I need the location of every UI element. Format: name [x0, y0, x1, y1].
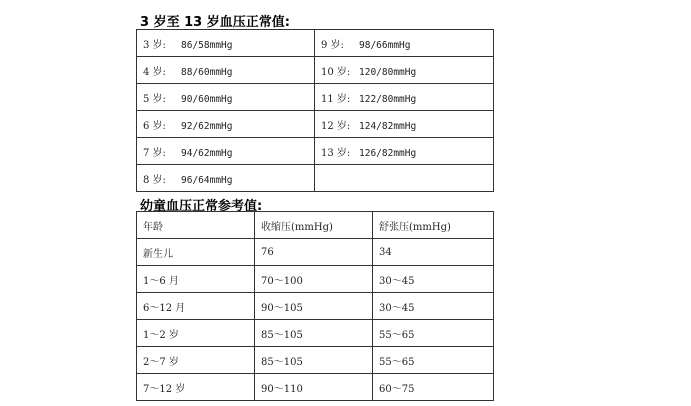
header-systolic: 收缩压(mmHg) — [255, 212, 373, 239]
systolic-cell: 76 — [255, 239, 373, 266]
age-cell: 7～12 岁 — [137, 374, 255, 401]
bp-table-infant — [136, 211, 494, 401]
diastolic-cell: 34 — [373, 239, 494, 266]
table-cell — [315, 111, 494, 138]
bp-value: 98/66mmHg — [359, 39, 411, 51]
table-row — [137, 347, 494, 374]
bp-value: 124/82mmHg — [359, 120, 417, 132]
bp-value: 86/58mmHg — [181, 39, 233, 51]
bp-value: 88/60mmHg — [181, 66, 233, 78]
systolic-cell: 85～105 — [255, 347, 373, 374]
age-label: 12 岁: — [321, 120, 351, 132]
age-cell: 1～6 月 — [137, 266, 255, 293]
table-row — [137, 138, 494, 165]
age-label: 13 岁: — [321, 147, 351, 159]
age-cell: 6～12 月 — [137, 293, 255, 320]
table-row — [137, 266, 494, 293]
systolic-cell: 70～100 — [255, 266, 373, 293]
age-label: 4 岁: — [143, 66, 166, 78]
systolic-cell: 90～105 — [255, 293, 373, 320]
table-cell — [315, 84, 494, 111]
table-row — [137, 239, 494, 266]
section-title-3-to-13: 3 岁至 13 岁血压正常值: — [140, 15, 290, 30]
table-row — [137, 30, 494, 57]
bp-value: 92/62mmHg — [181, 120, 233, 132]
diastolic-cell: 55～65 — [373, 347, 494, 374]
table-row — [137, 111, 494, 138]
table-cell — [137, 138, 315, 165]
diastolic-cell: 30～45 — [373, 266, 494, 293]
table-header-row — [137, 212, 494, 239]
diastolic-cell: 30～45 — [373, 293, 494, 320]
table-row — [137, 57, 494, 84]
diastolic-cell: 60～75 — [373, 374, 494, 401]
table-cell — [137, 165, 315, 192]
age-label: 8 岁: — [143, 174, 166, 186]
header-diastolic: 舒张压(mmHg) — [373, 212, 494, 239]
age-label: 6 岁: — [143, 120, 166, 132]
table-row — [137, 293, 494, 320]
age-label: 10 岁: — [321, 66, 351, 78]
bp-value: 126/82mmHg — [359, 147, 417, 159]
table-cell — [315, 138, 494, 165]
diastolic-cell: 55～65 — [373, 320, 494, 347]
bp-value: 94/62mmHg — [181, 147, 233, 159]
table-cell — [137, 84, 315, 111]
bp-value: 120/80mmHg — [359, 66, 417, 78]
table-cell — [315, 30, 494, 57]
table-cell — [315, 165, 494, 192]
table-cell — [137, 30, 315, 57]
age-label: 5 岁: — [143, 93, 166, 105]
bp-value: 96/64mmHg — [181, 174, 233, 186]
age-label: 9 岁: — [321, 39, 344, 51]
table-row — [137, 374, 494, 401]
table-cell — [137, 57, 315, 84]
age-cell: 1～2 岁 — [137, 320, 255, 347]
table-row — [137, 320, 494, 347]
table-cell — [137, 111, 315, 138]
bp-table-3-to-13 — [136, 29, 494, 192]
table-cell — [315, 57, 494, 84]
age-label: 7 岁: — [143, 147, 166, 159]
section-title-infant: 幼童血压正常参考值: — [140, 199, 263, 214]
table-row — [137, 84, 494, 111]
systolic-cell: 85～105 — [255, 320, 373, 347]
age-cell: 新生儿 — [137, 239, 255, 266]
bp-value: 122/80mmHg — [359, 93, 417, 105]
header-age: 年龄 — [137, 212, 255, 239]
table-row — [137, 165, 494, 192]
systolic-cell: 90～110 — [255, 374, 373, 401]
age-label: 11 岁: — [321, 93, 351, 105]
age-cell: 2～7 岁 — [137, 347, 255, 374]
age-label: 3 岁: — [143, 39, 166, 51]
bp-value: 90/60mmHg — [181, 93, 233, 105]
